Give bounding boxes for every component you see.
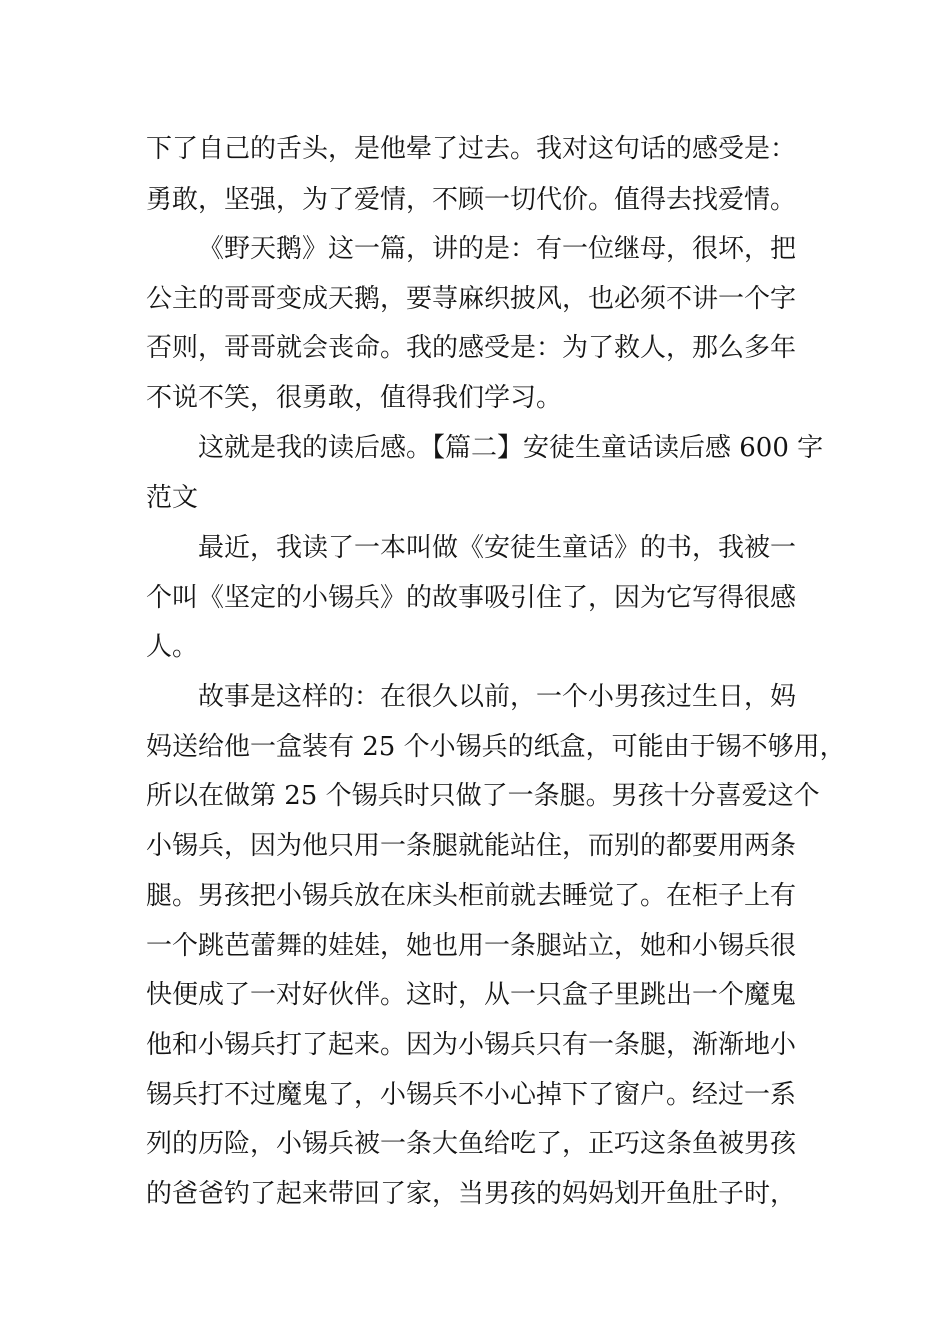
text-line: 他和小锡兵打了起来。因为小锡兵只有一条腿，渐渐地小	[146, 1030, 797, 1060]
text-line: 小锡兵，因为他只用一条腿就能站住，而别的都要用两条	[146, 831, 797, 861]
text-line: 列的历险，小锡兵被一条大鱼给吃了，正巧这条鱼被男孩	[146, 1129, 797, 1159]
text-line: 故事是这样的：在很久以前，一个小男孩过生日，妈	[198, 682, 797, 712]
text-line: 人。	[146, 632, 199, 662]
text-line: 不说不笑，很勇敢，值得我们学习。	[146, 383, 563, 413]
text-line: 公主的哥哥变成天鹅，要荨麻织披风，也必须不讲一个字	[146, 284, 797, 314]
text-line: 否则，哥哥就会丧命。我的感受是：为了救人，那么多年	[146, 333, 797, 363]
text-line: 快便成了一对好伙伴。这时，从一只盒子里跳出一个魔鬼	[146, 980, 797, 1010]
text-line: 这就是我的读后感。【篇二】安徒生童话读后感 600 字	[198, 433, 824, 463]
text-line: 妈送给他一盒装有 25 个小锡兵的纸盒，可能由于锡不够用，	[146, 732, 846, 762]
text-line: 范文	[146, 483, 199, 513]
text-line: 的爸爸钓了起来带回了家，当男孩的妈妈划开鱼肚子时，	[146, 1179, 797, 1209]
text-line: 《野天鹅》这一篇，讲的是：有一位继母，很坏，把	[198, 234, 797, 264]
text-line: 一个跳芭蕾舞的娃娃，她也用一条腿站立，她和小锡兵很	[146, 931, 797, 961]
text-line: 锡兵打不过魔鬼了，小锡兵不小心掉下了窗户。经过一系	[146, 1080, 797, 1110]
text-line: 所以在做第 25 个锡兵时只做了一条腿。男孩十分喜爱这个	[146, 781, 820, 811]
text-line: 个叫《坚定的小锡兵》的故事吸引住了，因为它写得很感	[146, 583, 797, 613]
text-line: 下了自己的舌头，是他晕了过去。我对这句话的感受是：	[146, 134, 797, 164]
text-line: 最近，我读了一本叫做《安徒生童话》的书，我被一	[198, 533, 797, 563]
text-line: 腿。男孩把小锡兵放在床头柜前就去睡觉了。在柜子上有	[146, 881, 797, 911]
text-line: 勇敢，坚强，为了爱情，不顾一切代价。值得去找爱情。	[146, 185, 797, 215]
